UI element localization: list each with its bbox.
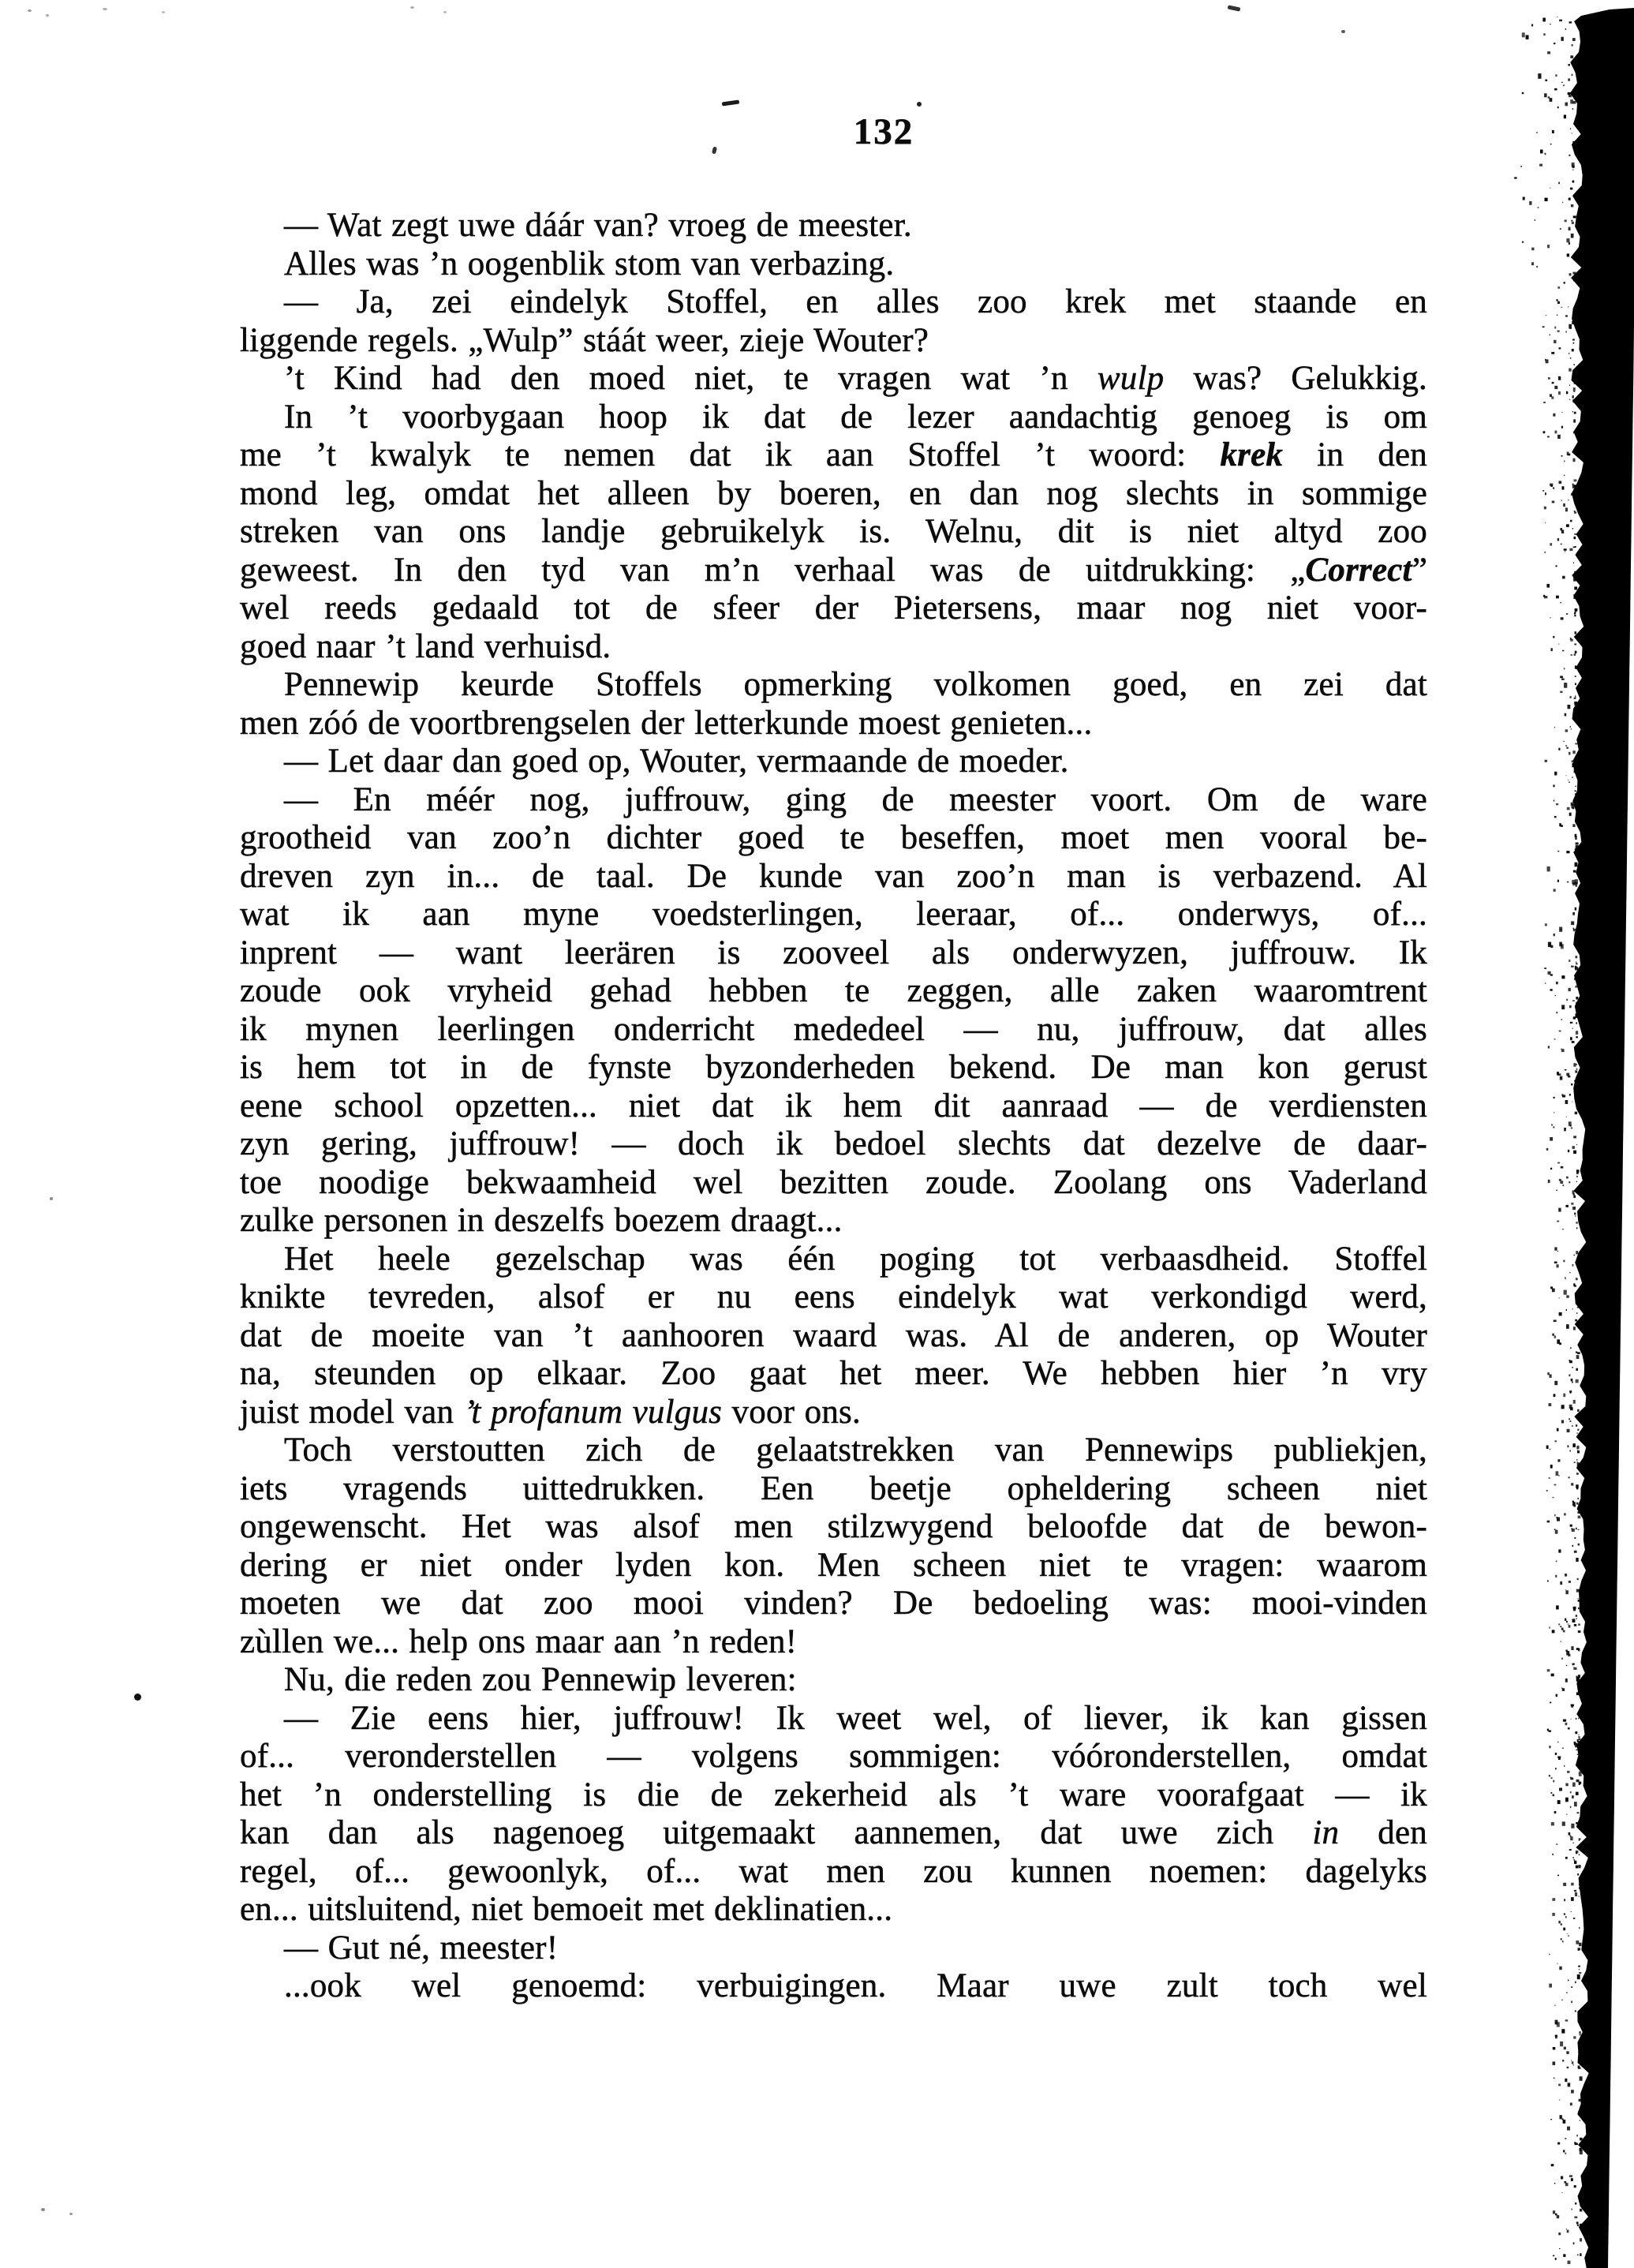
text-line bbox=[240, 1202, 1427, 1241]
text-segment: — Wat zegt uwe dáár van? vroeg de meester. bbox=[284, 207, 912, 244]
ink-speck bbox=[722, 99, 739, 106]
text-line bbox=[240, 360, 1427, 399]
text-line bbox=[240, 1853, 1427, 1892]
text-line bbox=[240, 1700, 1427, 1738]
text-line bbox=[240, 1241, 1427, 1279]
text-segment: — Zie eens hier, juffrouw! Ik weet wel, of liever, ik kan gissen bbox=[284, 1699, 1427, 1737]
text-segment: en... uitsluitend, niet bemoeit met deklinatien... bbox=[240, 1891, 893, 1928]
text-line bbox=[240, 1585, 1427, 1623]
text-segment: dering er niet onder lyden kon. Men scheen niet te vragen: waarom bbox=[240, 1546, 1427, 1584]
text-line bbox=[240, 322, 1427, 361]
text-segment: goed naar ’t land verhuisd. bbox=[240, 627, 611, 665]
text-line bbox=[240, 1125, 1427, 1164]
ink-speck bbox=[443, 11, 447, 13]
text-segment: ongewenscht. Het was alsof men stilzwygend beloofde dat de bewon- bbox=[240, 1508, 1427, 1545]
text-line bbox=[240, 1661, 1427, 1700]
emphasized-text: krek bbox=[1220, 436, 1284, 473]
text-line bbox=[240, 666, 1427, 705]
text-line bbox=[240, 283, 1427, 322]
text-segment: toe noodige bekwaamheid wel bezitten zoude. Zoolang ons Vaderland bbox=[240, 1163, 1427, 1201]
text-segment: ...ook wel genoemd: verbuigingen. Maar uwe zult toch wel bbox=[284, 1967, 1427, 2004]
text-segment: het ’n onderstelling is die de zekerheid als ’t ware voorafgaat — ik bbox=[240, 1776, 1427, 1813]
text-line bbox=[240, 1738, 1427, 1776]
text-segment: mond leg, omdat het alleen by boeren, en dan nog slechts in sommige bbox=[240, 474, 1427, 512]
text-line bbox=[240, 1891, 1427, 1929]
emphasized-text: wulp bbox=[1097, 360, 1165, 397]
text-line bbox=[240, 1967, 1427, 2006]
ink-speck bbox=[103, 8, 107, 10]
text-segment: ” bbox=[1412, 551, 1427, 589]
text-segment: liggende regels. „Wulp” stáát weer, zieje Wouter? bbox=[240, 321, 929, 359]
text-line bbox=[240, 972, 1427, 1011]
text-segment: wat ik aan myne voedsterlingen, leeraar, of... onderwys, of... bbox=[240, 896, 1427, 933]
text-line bbox=[240, 1164, 1427, 1203]
text-segment: of... veronderstellen — volgens sommigen: vóóronderstellen, omdat bbox=[240, 1738, 1427, 1775]
text-line bbox=[240, 399, 1427, 437]
text-line bbox=[240, 819, 1427, 858]
text-line bbox=[240, 1394, 1427, 1432]
text-segment: zulke personen in deszelfs boezem draagt... bbox=[240, 1202, 843, 1239]
text-segment: dreven zyn in... de taal. De kunde van zoo’n man is verbazend. Al bbox=[240, 857, 1427, 895]
text-line bbox=[240, 896, 1427, 934]
text-segment: streken van ons landje gebruikelyk is. Welnu, dit is niet altyd zoo bbox=[240, 513, 1427, 550]
text-segment: In ’t voorbygaan hoop ik dat de lezer aandachtig genoeg is om bbox=[284, 398, 1427, 436]
text-line bbox=[240, 1355, 1427, 1394]
page-text bbox=[240, 207, 1427, 2006]
ink-speck bbox=[712, 147, 717, 155]
text-segment: moeten we dat zoo mooi vinden? De bedoeling was: mooi-vinden bbox=[240, 1585, 1427, 1622]
text-line bbox=[240, 1547, 1427, 1585]
text-line bbox=[240, 1929, 1427, 1968]
text-line bbox=[240, 589, 1427, 628]
text-line bbox=[240, 1814, 1427, 1853]
text-segment: in den bbox=[1283, 436, 1428, 473]
ink-speck bbox=[410, 6, 414, 9]
text-segment: inprent — want leerären is zooveel als onderwyzen, juffrouw. Ik bbox=[240, 934, 1427, 971]
text-segment: den bbox=[1339, 1814, 1427, 1851]
text-segment: wel reeds gedaald tot de sfeer der Pietersens, maar nog niet voor- bbox=[240, 589, 1427, 627]
text-line bbox=[240, 705, 1427, 743]
ink-speck bbox=[50, 1197, 53, 1200]
text-line bbox=[240, 1011, 1427, 1050]
text-line bbox=[240, 1278, 1427, 1317]
text-segment: regel, of... gewoonlyk, of... wat men zou kunnen noemen: dagelyks bbox=[240, 1852, 1427, 1890]
ink-speck bbox=[917, 102, 922, 107]
emphasized-text: Correct bbox=[1305, 551, 1412, 589]
text-segment: Toch verstoutten zich de gelaatstrekken van Pennewips publiekjen, bbox=[284, 1432, 1427, 1469]
text-line bbox=[240, 934, 1427, 973]
text-line bbox=[240, 858, 1427, 896]
ink-speck bbox=[134, 1694, 141, 1701]
text-line bbox=[240, 1623, 1427, 1662]
ink-speck bbox=[162, 11, 165, 13]
ink-speck bbox=[1228, 5, 1241, 11]
text-segment: Het heele gezelschap was één poging tot verbaasdheid. Stoffel bbox=[284, 1240, 1427, 1278]
text-line bbox=[240, 1776, 1427, 1815]
text-segment: — En méér nog, juffrouw, ging de meester voort. Om de ware bbox=[284, 780, 1427, 818]
text-segment: geweest. In den tyd van m’n verhaal was de uitdrukking: „ bbox=[240, 551, 1306, 589]
text-segment: — Ja, zei eindelyk Stoffel, en alles zoo krek met staande en bbox=[284, 283, 1427, 320]
text-line bbox=[240, 513, 1427, 552]
text-line bbox=[240, 1432, 1427, 1470]
text-segment: iets vragends uittedrukken. Een beetje opheldering scheen niet bbox=[240, 1469, 1427, 1507]
text-segment: — Gut né, meester! bbox=[284, 1929, 559, 1967]
text-segment: Pennewip keurde Stoffels opmerking volkomen goed, en zei dat bbox=[284, 666, 1427, 703]
text-line bbox=[240, 475, 1427, 514]
text-segment: Alles was ’n oogenblik stom van verbazing. bbox=[284, 245, 895, 283]
text-segment: na, steunden op elkaar. Zoo gaat het meer. We hebben hier ’n vry bbox=[240, 1355, 1427, 1392]
text-line bbox=[240, 1087, 1427, 1126]
text-segment: dat de moeite van ’t aanhooren waard was. Al de anderen, op Wouter bbox=[240, 1316, 1427, 1354]
text-segment: ’t Kind had den moed niet, te vragen wat ’n bbox=[284, 360, 1097, 397]
text-segment: is hem tot in de fynste byzonderheden bekend. De man kon gerust bbox=[240, 1049, 1427, 1086]
text-line bbox=[240, 781, 1427, 820]
text-segment: Nu, die reden zou Pennewip leveren: bbox=[284, 1661, 797, 1698]
text-line bbox=[240, 207, 1427, 245]
text-segment: ik mynen leerlingen onderricht mededeel — nu, juffrouw, dat alles bbox=[240, 1010, 1427, 1048]
text-segment: knikte tevreden, alsof er nu eens eindelyk wat verkondigd werd, bbox=[240, 1278, 1427, 1316]
ink-speck bbox=[1341, 30, 1345, 33]
ink-speck bbox=[69, 2213, 73, 2215]
ink-speck bbox=[28, 9, 32, 12]
emphasized-text: in bbox=[1312, 1814, 1340, 1851]
text-segment: eene school opzetten... niet dat ik hem dit aanraad — de verdiensten bbox=[240, 1087, 1427, 1125]
text-line bbox=[240, 743, 1427, 781]
text-segment: men zóó de voortbrengselen der letterkunde moest genieten... bbox=[240, 704, 1093, 742]
text-segment: was? Gelukkig. bbox=[1164, 360, 1427, 397]
text-segment: kan dan als nagenoeg uitgemaakt aannemen, dat uwe zich bbox=[240, 1814, 1313, 1851]
text-line bbox=[240, 1508, 1427, 1547]
text-segment: — Let daar dan goed op, Wouter, vermaande de moeder. bbox=[284, 743, 1069, 780]
text-line bbox=[240, 1049, 1427, 1087]
emphasized-text: ’t profanum vulgus bbox=[463, 1393, 723, 1431]
text-line bbox=[240, 245, 1427, 284]
page-number: 132 bbox=[853, 111, 914, 152]
text-segment: zoude ook vryheid gehad hebben te zeggen, alle zaken waaromtrent bbox=[240, 972, 1427, 1009]
text-segment: zùllen we... help ons maar aan ’n reden! bbox=[240, 1622, 798, 1660]
text-segment: juist model van bbox=[240, 1393, 464, 1431]
text-line bbox=[240, 552, 1427, 590]
text-segment: zyn gering, juffrouw! — doch ik bedoel slechts dat dezelve de daar- bbox=[240, 1125, 1427, 1162]
text-line bbox=[240, 1470, 1427, 1509]
ink-speck bbox=[41, 2208, 45, 2211]
text-segment: me ’t kwalyk te nemen dat ik aan Stoffel ’t woord: bbox=[240, 436, 1221, 473]
text-line bbox=[240, 1317, 1427, 1356]
text-segment: grootheid van zoo’n dichter goed te beseffen, moet men vooral be- bbox=[240, 819, 1427, 856]
text-line bbox=[240, 436, 1427, 475]
ink-speck bbox=[46, 14, 49, 17]
text-segment: voor ons. bbox=[722, 1393, 861, 1431]
text-line bbox=[240, 628, 1427, 667]
